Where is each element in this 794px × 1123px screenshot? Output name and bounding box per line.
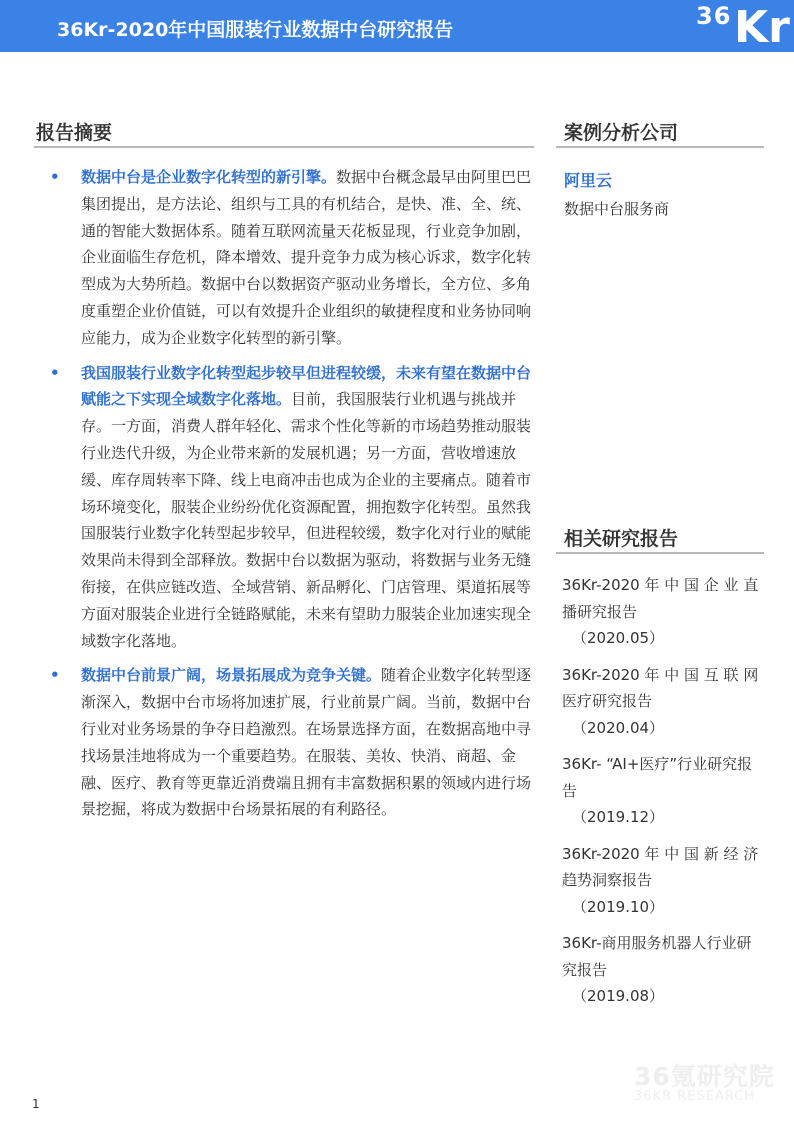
related-report-item[interactable] xyxy=(562,572,762,652)
summary-highlight: 数据中台前景广阔，场景拓展成为竞争关键。 xyxy=(81,666,382,685)
summary-text: 目前，我国服装行业机遇与挑战并存。一方面，消费人群年轻化、需求个性化等新的市场趋势推动服装行业迭代升级，为企业带来新的发展机遇；另一方面，营收增速放缓、库存周转率下降、线上电商冲击也成为企业的主要痛点。随着市场环境变化，服装企业纷纷优化资源配置，拥抱数字化转型。虽然我国服装行业数字化转型起步较早，但进程较缓，数字化对行业的赋能效果尚未得到全部释放。数据中台以数据为驱动，将数据与业务无缝衔接，在供应链改造、全域营销、新品孵化、门店管理、渠道拓展等方面对服装企业进行全链路赋能，未来有望助力服装企业加速实现全域数字化落地。 xyxy=(81,390,532,650)
report-name: 36Kr-2020 年 中 国 互 联 网医疗研究报告 xyxy=(562,665,759,710)
related-section-title: 相关研究报告 xyxy=(564,528,679,550)
watermark-english: 36KR RESEARCH xyxy=(634,1089,756,1104)
logo-kr: Kr xyxy=(734,2,790,53)
bullet-icon: • xyxy=(50,363,60,382)
header-bar xyxy=(0,0,794,52)
watermark-chinese: 36氪研究院 xyxy=(634,1062,775,1091)
related-report-item[interactable] xyxy=(562,930,762,1010)
related-divider xyxy=(556,552,764,554)
summary-item xyxy=(34,662,534,823)
case-company-name: 阿里云 xyxy=(564,171,613,190)
report-date: （2020.04） xyxy=(572,718,665,737)
logo-36: 36 xyxy=(696,2,732,30)
summary-highlight: 我国服装行业数字化转型起步较早但进程较缓，未来有望在数据中台赋能之下实现全域数字化落地。 xyxy=(81,363,532,409)
summary-item xyxy=(34,360,534,655)
summary-divider xyxy=(34,146,534,148)
summary-text: 数据中台概念最早由阿里巴巴集团提出，是方法论、组织与工具的有机结合，是快、准、全、统、通的智能大数据体系。随着互联网流量天花板显现，行业竞争加剧，企业面临生存危机，降本增效、提升竞争力成为核心诉求，数字化转型成为大势所趋。数据中台以数据资产驱动业务增长，全方位、多角度重塑企业价值链，可以有效提升企业组织的敏捷程度和业务协同响应能力，成为企业数字化转型的新引擎。 xyxy=(81,168,532,347)
summary-text: 随着企业数字化转型逐渐深入，数据中台市场将加速扩展，行业前景广阔。当前，数据中台行业对业务场景的争夺日趋激烈。在场景选择方面，在数据高地中寻找场景洼地将成为一个重要趋势。在服装、美妆、快消、商超、金融、医疗、教育等更靠近消费端且拥有丰富数据积累的领域内进行场景挖掘，将成为数据中台场景拓展的有利路径。 xyxy=(81,666,532,819)
report-date: （2019.08） xyxy=(572,987,665,1005)
case-divider xyxy=(556,146,764,148)
related-report-item[interactable] xyxy=(562,841,762,921)
report-title: 36Kr-2020年中国服装行业数据中台研究报告 xyxy=(57,19,454,41)
case-section-title: 案例分析公司 xyxy=(564,122,679,144)
page-number: 1 xyxy=(32,1097,40,1111)
bullet-icon: • xyxy=(50,666,60,685)
report-name: 36Kr-商用服务机器人行业研究报告 xyxy=(562,934,752,979)
related-report-item[interactable] xyxy=(562,662,762,742)
report-name: 36Kr-2020 年 中 国 新 经 济趋势洞察报告 xyxy=(562,844,759,889)
summary-item xyxy=(34,164,534,352)
summary-list xyxy=(34,164,534,831)
report-name: 36Kr-2020 年 中 国 企 业 直播研究报告 xyxy=(562,576,759,621)
36kr-logo xyxy=(694,0,794,52)
related-reports-list xyxy=(562,572,762,1020)
summary-title: 报告摘要 xyxy=(36,122,113,144)
report-name: 36Kr- “AI+医疗”行业研究报告 xyxy=(562,755,753,800)
related-report-item[interactable] xyxy=(562,751,762,831)
report-date: （2019.10） xyxy=(572,897,665,916)
bullet-icon: • xyxy=(50,168,60,186)
case-company-desc: 数据中台服务商 xyxy=(564,200,670,218)
report-date: （2020.05） xyxy=(572,629,665,647)
summary-highlight: 数据中台是企业数字化转型的新引擎。 xyxy=(81,168,337,186)
report-date: （2019.12） xyxy=(572,808,665,826)
